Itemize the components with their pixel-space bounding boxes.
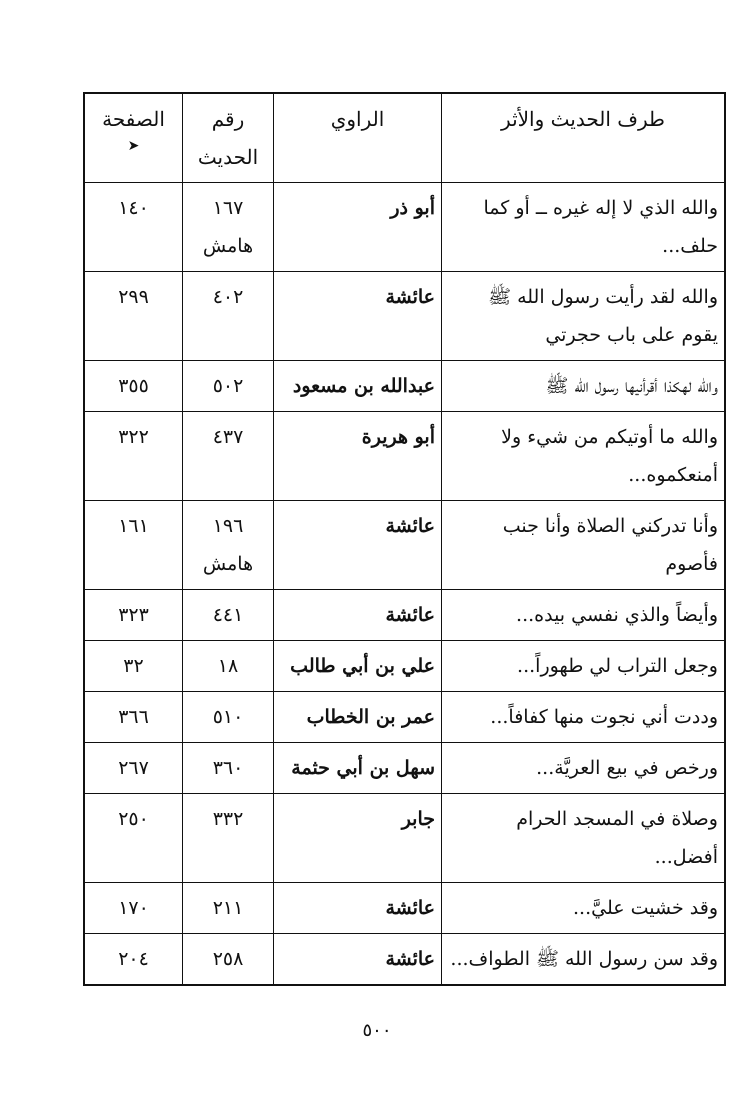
page-cell: ٣٢٢ — [84, 412, 183, 501]
narrator-cell: عائشة — [274, 272, 442, 361]
hadith-number: ١٩٦ — [212, 515, 244, 537]
index-table-wrapper — [83, 92, 718, 986]
table-row — [84, 361, 725, 412]
page-cell: ٢٥٠ — [84, 794, 183, 883]
arrow-icon: ➤ — [127, 138, 140, 154]
hadith-cell: والله لهكذا أقرأنيها رسول الله ﷺ — [442, 361, 726, 412]
hadith-cell: والله ما أوتيكم من شيء ولا أمنعكموه... — [442, 412, 726, 501]
table-row — [84, 501, 725, 590]
table-row — [84, 183, 725, 272]
table-row — [84, 272, 725, 361]
hadith-number: ٥٠٢ — [212, 375, 244, 397]
hadith-cell: وصلاة في المسجد الحرام أفضل... — [442, 794, 726, 883]
page-cell: ٣٦٦ — [84, 692, 183, 743]
hadith-number: ٤٣٧ — [212, 426, 244, 448]
header-number: رقم الحديث — [183, 93, 274, 183]
narrator-cell: عمر بن الخطاب — [274, 692, 442, 743]
hadith-cell: وددت أني نجوت منها كفافاً... — [442, 692, 726, 743]
page-cell: ١٤٠ — [84, 183, 183, 272]
hadith-number-cell — [183, 361, 274, 412]
hadith-number-cell — [183, 183, 274, 272]
narrator-cell: علي بن أبي طالب — [274, 641, 442, 692]
hadith-number: ٤٠٢ — [212, 286, 244, 308]
hadith-number: ٢٥٨ — [212, 948, 244, 970]
hadith-number-cell — [183, 883, 274, 934]
hadith-cell: وأنا تدركني الصلاة وأنا جنب فأصوم — [442, 501, 726, 590]
narrator-cell: أبو ذر — [274, 183, 442, 272]
margin-note: هامش — [202, 235, 254, 257]
hadith-index-table — [83, 92, 726, 986]
table-header-row — [84, 93, 725, 183]
header-page-label: الصفحة — [102, 107, 165, 131]
narrator-cell: عائشة — [274, 883, 442, 934]
narrator-cell: سهل بن أبي حثمة — [274, 743, 442, 794]
hadith-number-cell — [183, 743, 274, 794]
narrator-cell: عائشة — [274, 934, 442, 986]
narrator-cell: عائشة — [274, 501, 442, 590]
table-row — [84, 412, 725, 501]
hadith-number-cell — [183, 794, 274, 883]
hadith-cell: ورخص في بيع العريَّة... — [442, 743, 726, 794]
hadith-number: ١٦٧ — [212, 197, 244, 219]
hadith-cell: وأيضاً والذي نفسي بيده... — [442, 590, 726, 641]
hadith-number: ١٨ — [217, 655, 239, 677]
header-hadith: طرف الحديث والأثر — [442, 93, 726, 183]
hadith-number-cell — [183, 272, 274, 361]
page-cell: ٣٢٣ — [84, 590, 183, 641]
page-cell: ٢٦٧ — [84, 743, 183, 794]
hadith-number-cell — [183, 412, 274, 501]
hadith-cell: والله لقد رأيت رسول الله ﷺ يقوم على باب حجرتي — [442, 272, 726, 361]
hadith-cell: والله الذي لا إله غيره ــ أو كما حلف... — [442, 183, 726, 272]
hadith-number-cell — [183, 501, 274, 590]
hadith-number: ٣٦٠ — [212, 757, 244, 779]
hadith-number: ٥١٠ — [212, 706, 244, 728]
hadith-number: ٣٣٢ — [212, 808, 244, 830]
table-row — [84, 692, 725, 743]
margin-note: هامش — [202, 553, 254, 575]
hadith-cell: وقد خشيت عليَّ... — [442, 883, 726, 934]
page-number: ٥٠٠ — [362, 1020, 392, 1041]
table-row — [84, 883, 725, 934]
table-row — [84, 934, 725, 986]
table-row — [84, 743, 725, 794]
page-cell: ١٧٠ — [84, 883, 183, 934]
table-row — [84, 794, 725, 883]
narrator-cell: عائشة — [274, 590, 442, 641]
hadith-number-cell — [183, 641, 274, 692]
page-cell: ٣٢ — [84, 641, 183, 692]
narrator-cell: أبو هريرة — [274, 412, 442, 501]
table-row — [84, 590, 725, 641]
narrator-cell: عبدالله بن مسعود — [274, 361, 442, 412]
narrator-cell: جابر — [274, 794, 442, 883]
hadith-cell: وجعل التراب لي طهوراً... — [442, 641, 726, 692]
hadith-number-cell — [183, 590, 274, 641]
page-cell: ١٦١ — [84, 501, 183, 590]
header-page — [84, 93, 183, 183]
hadith-number: ٤٤١ — [212, 604, 244, 626]
hadith-cell: وقد سن رسول الله ﷺ الطواف... — [442, 934, 726, 986]
page-cell: ٢٠٤ — [84, 934, 183, 986]
page-cell: ٢٩٩ — [84, 272, 183, 361]
table-body — [84, 183, 725, 986]
page-cell: ٣٥٥ — [84, 361, 183, 412]
hadith-number-cell — [183, 934, 274, 986]
hadith-number-cell — [183, 692, 274, 743]
table-row — [84, 641, 725, 692]
header-narrator: الراوي — [274, 93, 442, 183]
hadith-number: ٢١١ — [212, 897, 244, 919]
